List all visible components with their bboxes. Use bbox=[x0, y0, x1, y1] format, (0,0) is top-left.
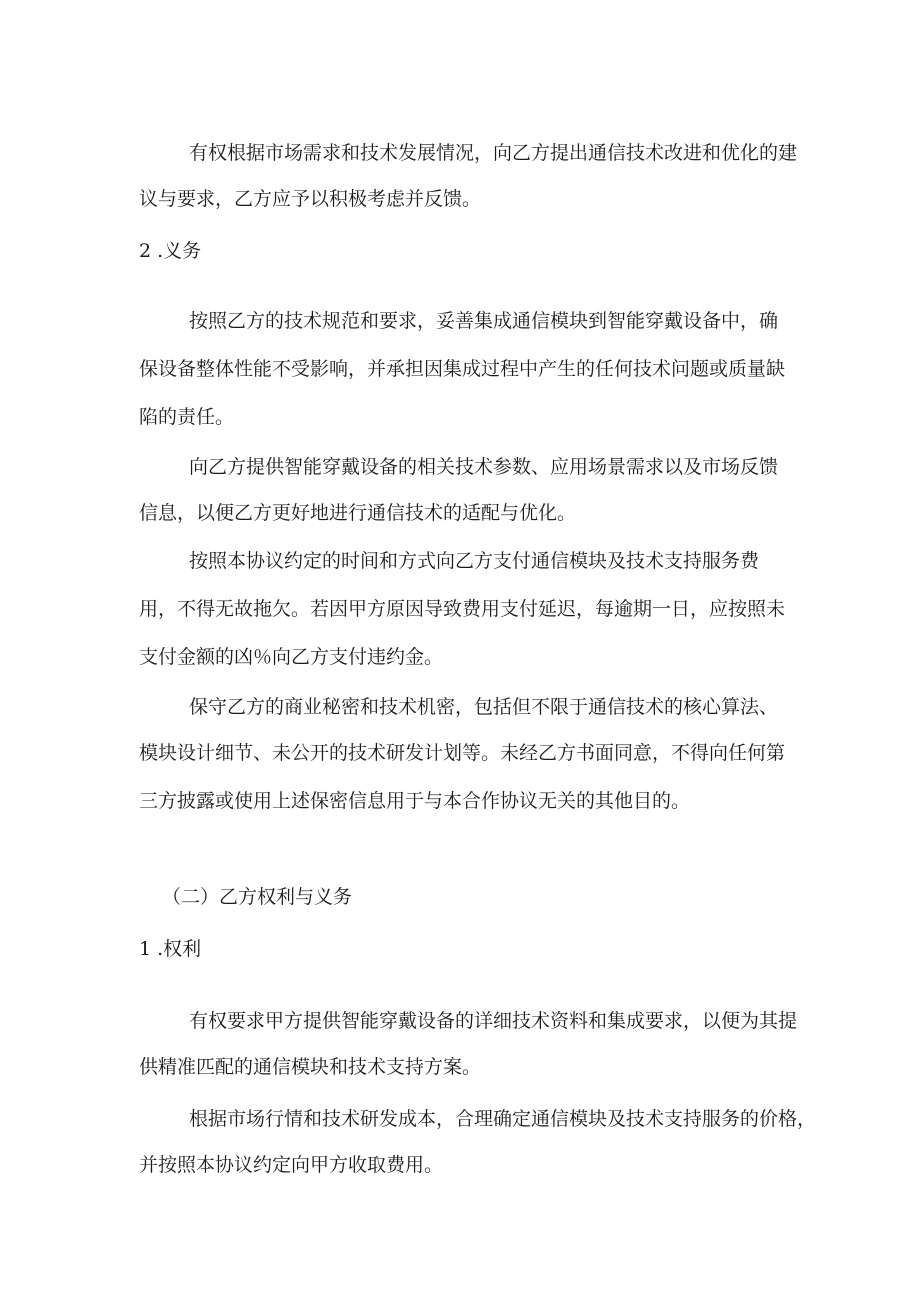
paragraph-line: 有权根据市场需求和技术发展情况，向乙方提出通信技术改进和优化的建 bbox=[189, 142, 798, 164]
paragraph-line: 按照本协议约定的时间和方式向乙方支付通信模块及技术支持服务费 bbox=[189, 550, 760, 572]
paragraph-line: 供精准匹配的通信模块和技术支持方案。 bbox=[139, 1056, 482, 1078]
paragraph-line: 信息，以便乙方更好地进行通信技术的适配与优化。 bbox=[139, 502, 577, 524]
paragraph-line: 用，不得无故拖欠。若因甲方原因导致费用支付延迟，每逾期一日，应按照未 bbox=[139, 598, 786, 620]
paragraph-line: 根据市场行情和技术研发成本，合理确定通信模块及技术支持服务的价格， bbox=[189, 1108, 817, 1130]
section-heading-obligations: 2 .义务 bbox=[139, 240, 202, 262]
paragraph-line: 按照乙方的技术规范和要求，妥善集成通信模块到智能穿戴设备中，确 bbox=[189, 310, 779, 332]
paragraph-line: 保设备整体性能不受影响，并承担因集成过程中产生的任何技术问题或质量缺 bbox=[139, 358, 786, 380]
paragraph-line: 并按照本协议约定向甲方收取费用。 bbox=[139, 1154, 444, 1176]
paragraph-line: 陷的责任。 bbox=[139, 406, 235, 428]
section-title-party-b: （二）乙方权利与义务 bbox=[162, 886, 353, 908]
paragraph-line: 向乙方提供智能穿戴设备的相关技术参数、应用场景需求以及市场反馈 bbox=[189, 456, 779, 478]
section-heading-rights: 1 .权利 bbox=[139, 938, 202, 960]
paragraph-line: 议与要求，乙方应予以积极考虑并反馈。 bbox=[139, 188, 482, 210]
paragraph-line: 模块设计细节、未公开的技术研发计划等。未经乙方书面同意，不得向任何第 bbox=[139, 742, 786, 764]
paragraph-line: 支付金额的凶％向乙方支付违约金。 bbox=[139, 646, 444, 668]
paragraph-line: 保守乙方的商业秘密和技术机密，包括但不限于通信技术的核心算法、 bbox=[189, 696, 779, 718]
paragraph-line: 有权要求甲方提供智能穿戴设备的详细技术资料和集成要求，以便为其提 bbox=[189, 1010, 798, 1032]
paragraph-line: 三方披露或使用上述保密信息用于与本合作协议无关的其他目的。 bbox=[139, 790, 691, 812]
